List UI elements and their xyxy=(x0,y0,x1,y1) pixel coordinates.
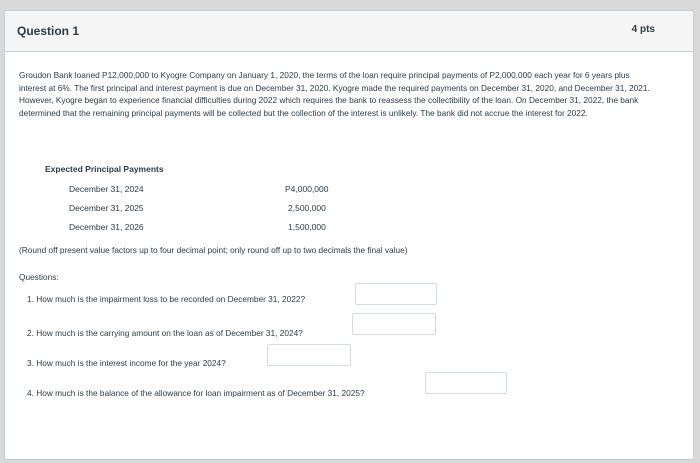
question-header xyxy=(5,11,693,52)
question-3-text: 3. How much is the interest income for the year 2024? xyxy=(27,358,226,368)
question-card xyxy=(4,10,694,460)
payment-date: December 31, 2026 xyxy=(69,222,144,232)
expected-payments-title: Expected Principal Payments xyxy=(45,164,164,174)
payment-date: December 31, 2025 xyxy=(69,203,144,213)
payment-amount: 2,500,000 xyxy=(288,203,326,213)
payment-amount: 1,500,000 xyxy=(288,222,326,232)
answer-input-1[interactable] xyxy=(355,283,437,305)
question-title: Question 1 xyxy=(17,24,80,38)
question-2-text: 2. How much is the carrying amount on the loan as of December 31, 2024? xyxy=(27,328,303,338)
rounding-note: (Round off present value factors up to four decimal point; only round off up to two decimals the final value) xyxy=(19,245,408,255)
payment-date: December 31, 2024 xyxy=(69,184,144,194)
question-1-text: 1. How much is the impairment loss to be recorded on December 31, 2022? xyxy=(27,294,306,304)
answer-input-2[interactable] xyxy=(352,313,436,335)
answer-input-4[interactable] xyxy=(425,372,507,394)
question-4-text: 4. How much is the balance of the allowance for loan impairment as of December 31, 2025? xyxy=(27,388,365,398)
questions-label: Questions: xyxy=(19,272,59,282)
payment-amount: P4,000,000 xyxy=(285,184,329,194)
answer-input-3[interactable] xyxy=(267,344,351,366)
question-points: 4 pts xyxy=(631,24,655,35)
question-body: Groudon Bank loaned P12,000,000 to Kyogre Company on January 1, 2020, the terms of the loan require principal payments of P2,000,000 each year for 6 years plus interest at 6%. The first principal and interest payment is due on December 31, 2020. Kyogre made the required payments on December 31, 2020, and December 31, 2021. However, Kyogre began to experience financial difficulties during 2022 which requires the bank to reassess the collectibility of the loan. On December 31, 2022, the bank determined that the remaining principal payments will be collected but the collection of the interest is unlikely. The bank did not accrue the interest for 2022. xyxy=(19,70,650,118)
